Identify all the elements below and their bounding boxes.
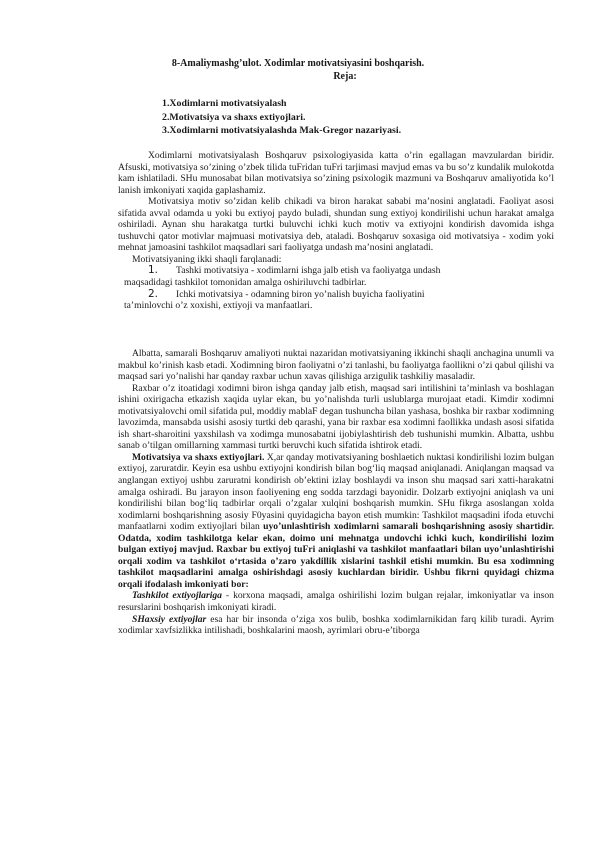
numbered-item-1: [118, 265, 554, 277]
plan-list: [162, 97, 401, 138]
item-continuation: maqsadidagi tashkilot tomonidan amalga oshiriluvchi tadbirlar.: [124, 277, 367, 289]
paragraph-personal-needs: [118, 614, 554, 637]
paragraph-effective: Albatta, samarali Boshqaruv amaliyoti nuktai nazaridan motivatsiyaning ikkinchi shaqli anchagina unumli va makbul ko’rinish kasb etadi. Xodimning biron faoliyatni o’zi tanlashi, bu faoliyatga faollikni o’zi qabul qilishi va maqsad sari yo’nalishi har qanday raxbar uchun xavas qilishiga arzigulik tashkiliy masaladir.: [118, 348, 554, 383]
numbered-item-2: [118, 289, 554, 301]
body-text-main: [118, 348, 554, 637]
paragraph-needs-text: X,ar qanday motivatsiyaning boshlaetich nuktasi kondirilishi lozim bulgan extiyoj, zaruratdir. Keyin esa ushbu extiyojni kondirish bilan bog‘liq maqsad aniqlanadi. Aniqlangan maqsad va anglangan extiyoj ushbu zaruratni kondirish ob’ektini izlay boshlaydi va inson shu maqsad sari xatti-harakatni amalga oshiradi. Bu jarayon inson faoliyening eng sodda tarzdagi bayonidir. Dolzarb extiyojni aniqlash va uni kondirilishi bilan bog‘liq tadbirlar orqali o’zgalar xulqini boshqarish mumkin. SHu fikrga asoslangan xolda xodimlarni boshqarishning asosiy F0yasini quyidagicha bayon etish mumkin: Tashkilot maqsadini ifoda etuvchi manfaatlarni xodim extiyojlari bilan: [118, 451, 554, 533]
body-text-top: [118, 150, 554, 312]
paragraph-needs: [118, 452, 554, 591]
plan-heading: Reja:: [333, 71, 357, 82]
plan-item: 1.Xodimlarni motivatsiyalash: [162, 98, 287, 109]
term-label: SHaxsiy extiyojlar: [132, 613, 207, 625]
paragraph-org-needs: [118, 590, 554, 613]
item-number: 2.: [148, 287, 159, 300]
section-heading: Motivatsiya va shaxs extiyojlari.: [132, 451, 265, 463]
plan-item: 3.Xodimlarni motivatsiyalashda Mak-Gregor nazariyasi.: [162, 125, 402, 137]
term-label: Tashkilot extiyojlariga: [132, 590, 222, 602]
page-title: 8-Amaliymashg’ulot. Xodimlar motivatsiyasini boshqarish.: [171, 58, 425, 69]
item-text: Tashki motivatsiya - xodimlarni ishga jalb etish va faoliyatga undash: [176, 265, 441, 277]
paragraph-needs-emphasis: uyo’unlashtirish xodimlarni samarali boshqarishning asosiy shartidir. Odatda, xodim tashkilotga kelar ekan, doimo uni mehnatga undovchi ichki kuch, kondirilishi lozim bulgan extiyoj mavjud. Raxbar bu extiyoj tuFri aniqlashi va tashkilot manfaatlari bilan uyo’unlashtirishi orqali xodim va tashkilot o‘rtasida o’zaro yakdillik xislarini tashkil etishi mumkin. Bu esa xodimning tashkilot maqsadlarini amalga oshirishdagi asosiy kuchlardan biridir. Ushbu fikrni quyidagi chizma orqali ifodalash imkoniyati bor:: [118, 521, 554, 590]
paragraph-motive: Motivatsiya motiv so’zidan kelib chikadi va biron harakat sababi ma’nosini anglatadi. Faoliyat asosi sifatida avval odamda u yoki bu extiyoj paydo buladi, shundan sung extiyoj kondirilishi uchun harakat amalga oshiriladi. Aynan shu harakatga turtki buluvchi ichki kuch motiv va extiyojni kondirish davomida ishga tushuvchi qator motivlar majmuasi motivatsiya deb, ataladi. Boshqaruv soxasiga oid motivatsiya - xodim yoki mehnat jamoasini tashkilot maqsadlari sari faoliyatga undash ma’nosini anglatadi.: [118, 196, 554, 254]
paragraph-forms: Motivatsiyaning ikki shaqli farqlanadi:: [132, 253, 282, 265]
term-definition: esa har bir insonda o’ziga xos bulib, boshka xodimlarnikidan farq kilib turadi. Ayrim xodimlar xavfsizlikka intilishadi, boshkalarini maosh, ayrimlari obru-e’tiborga: [118, 613, 555, 637]
plan-item: 2.Motivatsiya va shaxs extiyojlari.: [162, 111, 306, 123]
paragraph-leader: Raxbar o’z itoatidagi xodimni biron ishga qanday jalb etish, maqsad sari intilishini ta’minlash va boshlagan ishini oxirigacha etkazish xaqida uylar ekan, bu yo’nalishda turli uslublarga murojaat etadi. Kimdir xodimni motivatsiyalovchi omil sifatida pul, moddiy mablaF degan tushuncha bilan yashasa, boshka bir raxbar xodimning lavozimda, mansabda usishi asosiy turtki deb qarashi, yana bir raxbar esa xodimni faollikka undash asosi sifatida ish shart-sharoitini yaxshilash va xodimga munosabatni ijobiylashtirish deb tushunishi mumkin. Albatta, ushbu sanab o’tilgan omillarning xammasi turtki beruvchi kuch sifatida ishtirok etadi.: [118, 382, 554, 452]
paragraph-intro: Xodimlarni motivatsiyalash Boshqaruv psixologiyasida katta o’rin egallagan mavzulardan biridir. Afsuski, motivatsiya so’zining o’zbek tilida tuFridan tuFri tarjimasi mavjud emas va bu so’z kundalik mulokotda kam ishlatiladi. SHu munosabat bilan motivatsiya so’zining psixologik mazmuni va Boshqaruv amaliyotida ko’l lanish imkoniyati xaqida gaplashamiz.: [118, 150, 554, 196]
term-definition: - korxona maqsadi, amalga oshirilishi lozim bulgan rejalar, imkoniyatlar va inson resurslarini boshqarish imkoniyati kiradi.: [118, 590, 554, 614]
item-continuation: ta’minlovchi o’z xoxishi, extiyoji va manfaatlari.: [124, 300, 313, 312]
item-number: 1.: [148, 264, 159, 277]
item-text: Ichki motivatsiya - odamning biron yo’nalish buyicha faoliyatini: [176, 288, 425, 300]
